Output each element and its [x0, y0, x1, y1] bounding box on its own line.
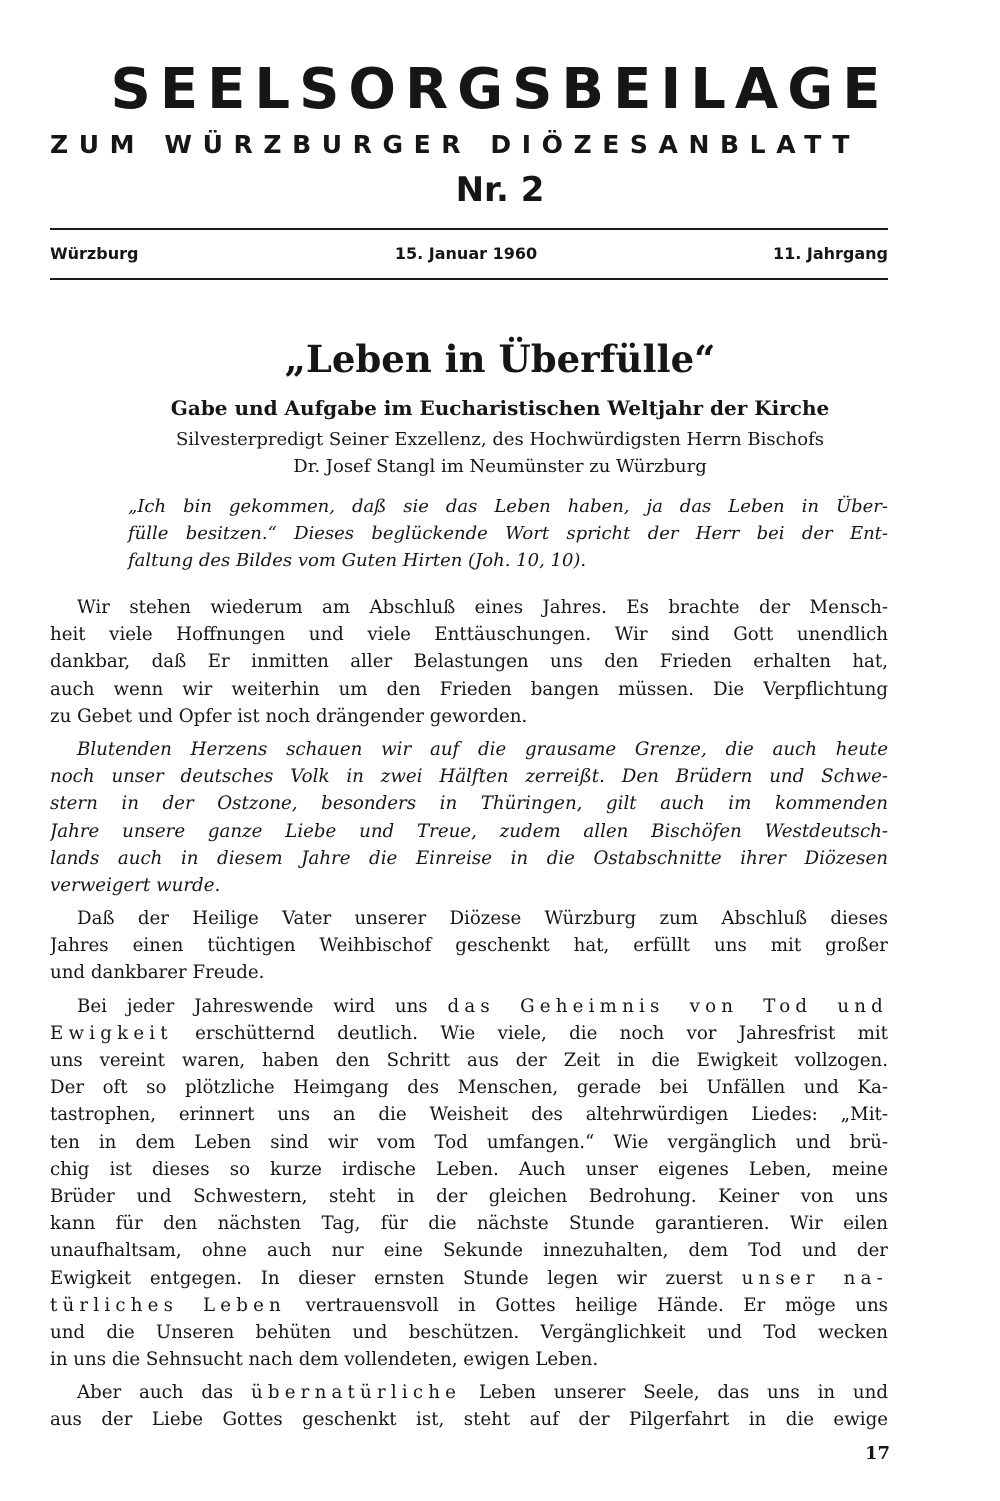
article-byline [0, 426, 1000, 480]
epigraph-line: „Ich bin gekommen, daß sie das Leben haben, ja das Leben in Über- [128, 496, 888, 517]
epigraph-line: fülle besitzen.“ Dieses beglückende Wort spricht der Herr bei der Ent- [128, 523, 888, 544]
text-line: Brüder und Schwestern, steht in der gleichen Bedrohung. Keiner von uns [50, 1185, 888, 1207]
spaced-emphasis: übernatürliche [250, 1382, 462, 1404]
text-line: Wir stehen wiederum am Abschluß eines Jahres. Es brachte der Mensch- [77, 597, 888, 618]
spaced-emphasis: unser na- [741, 1267, 888, 1289]
text-line: in uns die Sehnsucht nach dem vollendeten, ewigen Leben. [50, 1349, 599, 1371]
dateline-place: Würzburg [50, 244, 139, 263]
text-line [50, 1292, 888, 1319]
text-line: heit viele Hoffnungen und viele Enttäuschungen. Wir sind Gott unendlich [50, 624, 888, 646]
paragraph-5 [50, 1379, 888, 1433]
text-line: zu Gebet und Opfer ist noch drängender geworden. [50, 705, 528, 727]
text-line: und dankbarer Freude. [50, 962, 265, 984]
spaced-emphasis: Ewigkeit [50, 1022, 173, 1044]
dateline-date: 15. Januar 1960 [394, 244, 538, 263]
text-line: tastrophen, erinnert uns an die Weisheit des altehrwürdigen Liedes: „Mit- [50, 1104, 888, 1126]
page-number: 17 [864, 1443, 890, 1464]
text-line: unaufhaltsam, ohne auch nur eine Sekunde innezuhalten, dem Tod und der [50, 1240, 888, 1262]
masthead-title: SEELSORGSBEILAGE [110, 57, 890, 122]
text-line: lands auch in diesem Jahre die Einreise in die Ostabschnitte ihrer Diözesen [50, 847, 888, 869]
byline-line: Silvesterpredigt Seiner Exzellenz, des Hochwürdigsten Herrn Bischofs [175, 429, 825, 450]
epigraph-line: faltung des Bildes vom Guten Hirten (Joh. 10, 10). [128, 550, 587, 571]
text-line: aus der Liebe Gottes geschenkt ist, steht auf der Pilgerfahrt in die ewige [50, 1409, 888, 1431]
text-line: Der oft so plötzliche Heimgang des Menschen, gerade bei Unfällen und Ka- [50, 1077, 888, 1099]
text-line [50, 1379, 888, 1406]
text-line: Jahre unsere ganze Liebe und Treue, zudem allen Bischöfen Westdeutsch- [50, 820, 888, 842]
text-line: und die Unseren behüten und beschützen. Vergänglichkeit und Tod wecken [50, 1321, 888, 1343]
text-run: Leben unserer Seele, das uns in und [461, 1382, 888, 1404]
issue-number: Nr. 2 [455, 170, 545, 210]
epigraph [128, 493, 888, 574]
text-line: auch wenn wir weiterhin um den Frieden bangen müssen. Die Verpflichtung [50, 678, 888, 700]
header-rule-bottom [50, 278, 888, 280]
article-subtitle: Gabe und Aufgabe im Eucharistischen Weltjahr der Kirche [170, 396, 830, 420]
text-line: Jahres einen tüchtigen Weihbischof geschenkt hat, erfüllt uns mit großer [50, 935, 888, 957]
text-line: kann für den nächsten Tag, für die nächste Stunde garantieren. Wir eilen [50, 1213, 888, 1235]
text-run: vertrauensvoll in Gottes heilige Hände. Er möge uns [285, 1294, 888, 1316]
spaced-emphasis: türliches Leben [50, 1294, 286, 1316]
byline-line: Dr. Josef Stangl im Neumünster zu Würzburg [293, 456, 707, 477]
text-line: noch unser deutsches Volk in zwei Hälften zerreißt. Den Brüdern und Schwe- [50, 766, 888, 788]
text-line: verweigert wurde. [50, 874, 221, 896]
article-body [50, 594, 888, 1440]
text-line [50, 1020, 888, 1047]
text-line: Daß der Heilige Vater unserer Diözese Würzburg zum Abschluß dieses [77, 908, 888, 930]
text-run: Ewigkeit entgegen. In dieser ernsten Stunde legen wir zuerst [50, 1267, 742, 1289]
text-run: Aber auch das [77, 1382, 251, 1404]
text-run: erschütternd deutlich. Wie viele, die noch vor Jahresfrist mit [172, 1022, 888, 1044]
text-line: Blutenden Herzens schauen wir auf die grausame Grenze, die auch heute [77, 738, 888, 760]
paragraph-1 [50, 594, 888, 730]
text-line: ten in dem Leben sind wir vom Tod umfangen.“ Wie vergänglich und brü- [50, 1131, 888, 1153]
spaced-emphasis: das Geheimnis von Tod und [447, 995, 888, 1017]
article-title: „Leben in Überfülle“ [284, 337, 716, 381]
text-line: dankbar, daß Er inmitten aller Belastungen uns den Frieden erhalten hat, [50, 651, 888, 673]
text-line [50, 993, 888, 1020]
masthead-subtitle: ZUM WÜRZBURGER DIÖZESANBLATT [50, 130, 861, 159]
header-rule-top [50, 228, 888, 230]
text-line: stern in der Ostzone, besonders in Thüringen, gilt auch im kommenden [50, 793, 888, 815]
text-line: uns vereint waren, haben den Schritt aus der Zeit in die Ewigkeit vollzogen. [50, 1050, 888, 1071]
text-run: Bei jeder Jahreswende wird uns [77, 995, 448, 1017]
paragraph-3 [50, 905, 888, 987]
paragraph-4 [50, 993, 888, 1374]
dateline-volume: 11. Jahrgang [772, 244, 888, 263]
text-line [50, 1265, 888, 1292]
paragraph-2 [50, 736, 888, 899]
text-line: chig ist dieses so kurze irdische Leben. Auch unser eigenes Leben, meine [50, 1158, 888, 1180]
